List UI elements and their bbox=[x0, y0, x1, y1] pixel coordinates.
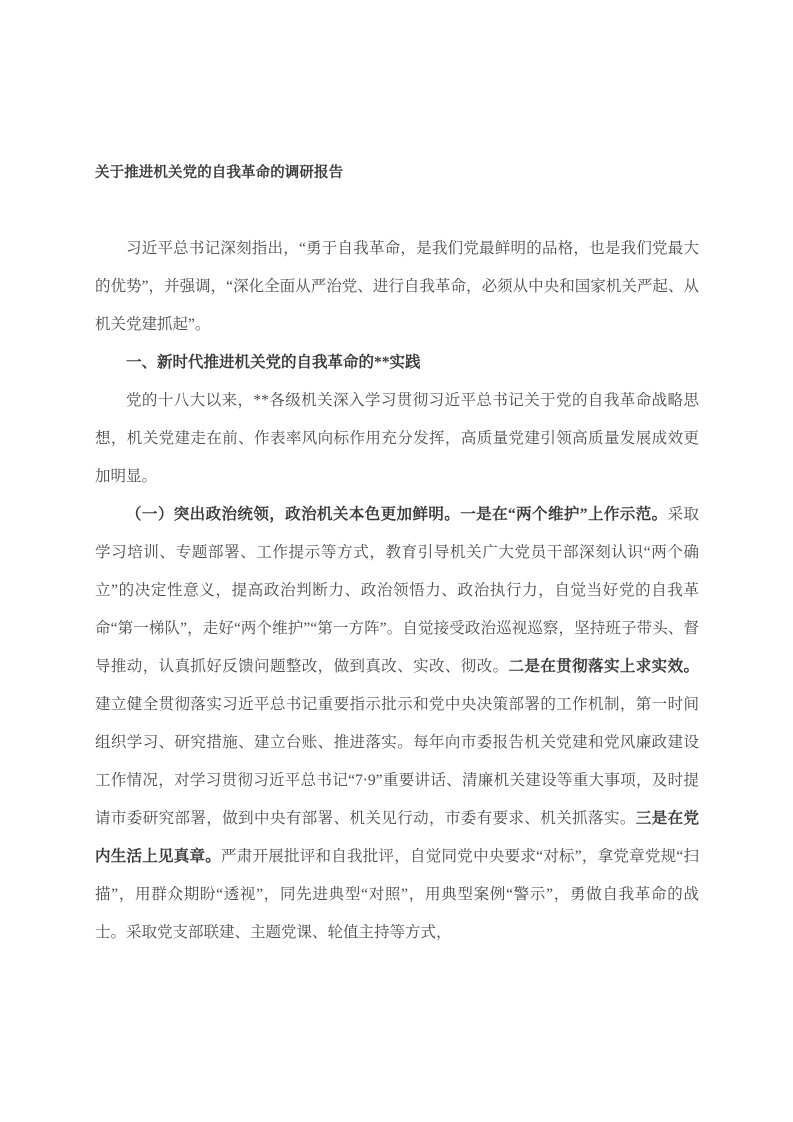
emphasis-run: 三是在党内生活上见真章。 bbox=[95, 810, 699, 865]
emphasis-run: 一、新时代推进机关党的自我革命的**实践 bbox=[126, 354, 421, 371]
document-body bbox=[95, 162, 699, 952]
body-paragraph bbox=[95, 496, 699, 952]
title-spacer bbox=[95, 192, 699, 230]
text-run: 采取学习培训、专题部署、工作提示等方式，教育引导机关广大党员干部深刻认识“两个确立”的决定性意义，提高政治判断力、政治领悟力、政治执行力，自觉当好党的自我革命“第一梯队”，走好“两个维护”“第一方阵”。自觉接受政治巡视巡察，坚持班子带头、督导推动，认真抓好反馈问题整改，做到真改、实改、彻改。 bbox=[95, 506, 699, 675]
page-title: 关于推进机关党的自我革命的调研报告 bbox=[95, 165, 344, 181]
body-paragraph bbox=[95, 230, 699, 344]
text-run: 严肃开展批评和自我批评，自觉同党中央要求“对标”，拿党章党规“扫描”，用群众期盼“透视”，同先进典型“对照”，用典型案例“警示”，勇做自我革命的战士。采取党支部联建、主题党课、轮值主持等方式， bbox=[95, 848, 699, 941]
text-run: 建立健全贯彻落实习近平总书记重要指示批示和党中央决策部署的工作机制，第一时间组织学习、研究措施、建立台账、推进落实。每年向市委报告机关党建和党风廉政建设工作情况，对学习贯彻习近平总书记“7·9”重要讲话、清廉机关建设等重大事项，及时提请市委研究部署，做到中央有部署、机关见行动，市委有要求、机关抓落实。 bbox=[95, 696, 699, 827]
emphasis-run: （一）突出政治统领，政治机关本色更加鲜明。 bbox=[126, 506, 461, 523]
section-heading bbox=[95, 344, 699, 382]
emphasis-run: 二是在贯彻落实上求实效。 bbox=[508, 658, 699, 675]
text-run: 党的十八大以来，**各级机关深入学习贯彻习近平总书记关于党的自我革命战略思想，机关党建走在前、作表率风向标作用充分发挥，高质量党建引领高质量发展成效更加明显。 bbox=[95, 392, 699, 485]
emphasis-run: 一是在“两个维护”上作示范。 bbox=[460, 506, 668, 523]
body-paragraph bbox=[95, 382, 699, 496]
paragraph-list bbox=[95, 230, 699, 952]
text-run: 习近平总书记深刻指出，“勇于自我革命，是我们党最鲜明的品格，也是我们党最大的优势”，并强调，“深化全面从严治党、进行自我革命，必须从中央和国家机关严起、从机关党建抓起”。 bbox=[95, 240, 699, 333]
